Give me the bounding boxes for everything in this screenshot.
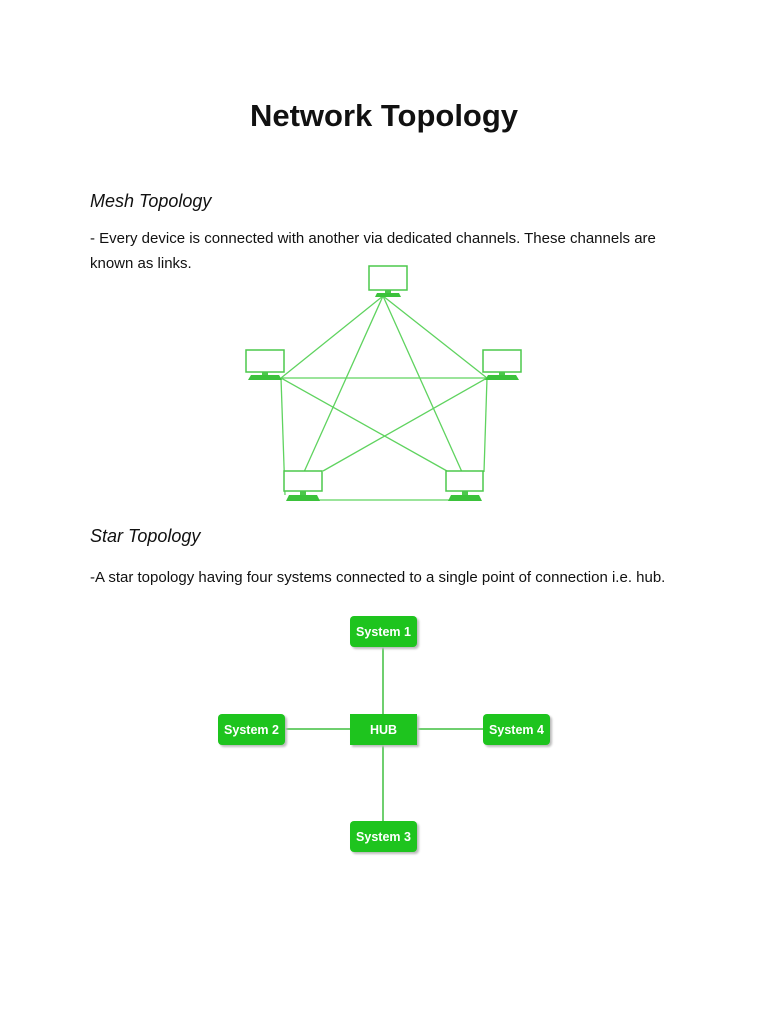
computer-icon xyxy=(446,471,483,501)
system-2-node: System 2 xyxy=(218,714,285,745)
computer-icon xyxy=(284,471,322,501)
star-description: -A star topology having four systems connected to a single point of connection i.e. hub. xyxy=(90,569,666,586)
computer-icon xyxy=(483,350,521,380)
mesh-description: - Every device is connected with another via dedicated channels. These channels are known as links. xyxy=(90,230,656,272)
system-3-node: System 3 xyxy=(350,821,417,852)
mesh-links xyxy=(281,296,487,500)
computer-icon xyxy=(369,266,407,297)
hub-node: HUB xyxy=(350,714,417,745)
system-1-node: System 1 xyxy=(350,616,417,647)
star-heading: Star Topology xyxy=(90,526,201,546)
page-title: Network Topology xyxy=(249,98,519,133)
computer-icon xyxy=(246,350,284,380)
mesh-heading: Mesh Topology xyxy=(90,191,212,211)
system-4-node: System 4 xyxy=(483,714,550,745)
